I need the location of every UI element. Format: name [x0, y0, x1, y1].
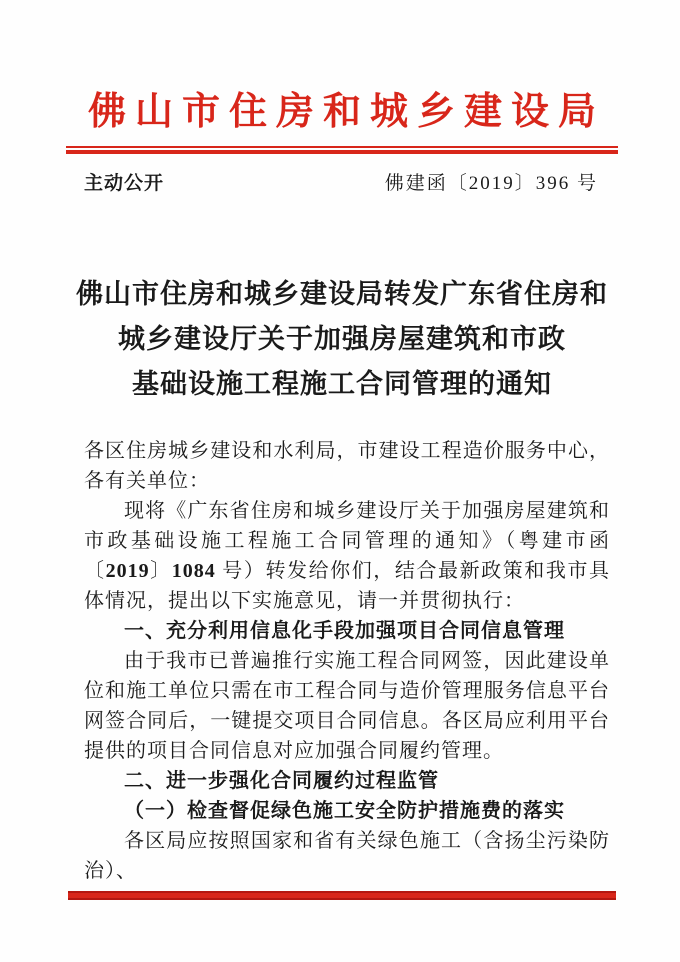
paragraph-1-bracket: 〕	[149, 560, 172, 582]
document-number: 佛建函〔2019〕396 号	[384, 173, 598, 194]
letterhead	[66, 88, 618, 136]
paragraph-1-number: 1084	[171, 560, 216, 582]
paragraph-1	[84, 496, 610, 616]
paragraph-1-text: 现将《广东省住房和城乡建设厅关于加强房屋建筑和市政基础设施工程施工合同管理的通知》（粤建市函〔	[84, 500, 610, 582]
section-heading-1: 一、充分利用信息化手段加强项目合同信息管理	[124, 620, 565, 642]
sub-heading-1: （一）检查督促绿色施工安全防护措施费的落实	[124, 800, 565, 822]
salutation: 各区住房城乡建设和水利局，市建设工程造价服务中心，各有关单位：	[84, 440, 610, 492]
letterhead-double-rule	[66, 146, 618, 154]
letterhead-rule-thin	[66, 146, 618, 148]
disclosure-label: 主动公开	[84, 173, 165, 194]
document-title-line3: 基础设施工程施工合同管理的通知	[132, 369, 552, 399]
section-heading-2: 二、进一步强化合同履约过程监管	[124, 770, 439, 792]
paragraph-1-tail: 号）转发给你们，结合最新政策和我市具体情况，提出以下实施意见，请一并贯彻执行：	[84, 560, 611, 612]
footer-rule	[68, 891, 616, 900]
paragraph-2: 由于我市已普遍推行实施工程合同网签，因此建设单位和施工单位只需在市工程合同与造价管理服务信息平台网签合同后，一键提交项目合同信息。各区局应利用平台提供的项目合同信息对应加强合同履约管理。	[84, 650, 610, 762]
document-title-line1: 佛山市住房和城乡建设局转发广东省住房和	[76, 279, 608, 309]
paragraph-3: 各区局应按照国家和省有关绿色施工（含扬尘污染防治）、	[84, 830, 610, 882]
document-title-line2: 城乡建设厅关于加强房屋建筑和市政	[118, 324, 566, 354]
letterhead-rule-thick	[66, 150, 618, 154]
meta-row	[84, 168, 598, 195]
document-title	[66, 272, 618, 407]
document-body	[84, 436, 610, 886]
agency-name: 佛山市住房和城乡建设局	[87, 91, 605, 133]
paragraph-1-year: 2019	[105, 560, 150, 582]
